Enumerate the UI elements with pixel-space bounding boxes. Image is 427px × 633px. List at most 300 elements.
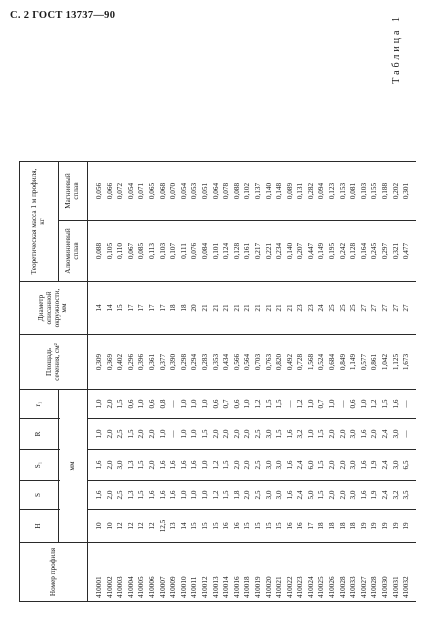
cell-r: 1,5 <box>316 419 327 450</box>
cell-s1: 3,0 <box>115 450 126 481</box>
cell-r: 2,0 <box>327 419 338 450</box>
cell-diameter: 25 <box>338 282 349 335</box>
header-s1: S₁ <box>20 450 59 481</box>
cell-r1: 1,0 <box>242 390 253 419</box>
table-row <box>306 162 317 602</box>
cell-s1: 3,0 <box>264 450 275 481</box>
table-row <box>327 162 338 602</box>
cell-r1: 0,7 <box>221 390 232 419</box>
cell-r1: 1,0 <box>306 390 317 419</box>
cell-h: 15 <box>274 510 285 543</box>
cell-r1: 1,0 <box>179 390 190 419</box>
cell-s1: 1,6 <box>88 450 105 481</box>
cell-r: 2,0 <box>147 419 158 450</box>
cell-diameter: 27 <box>401 282 416 335</box>
table-row <box>274 162 285 602</box>
cell-r1: — <box>285 390 296 419</box>
cell-mass-mg: 0,131 <box>295 162 306 221</box>
table-row <box>147 162 158 602</box>
cell-area: 0,524 <box>316 335 327 390</box>
cell-diameter: 27 <box>359 282 370 335</box>
cell-r1: 1,6 <box>391 390 402 419</box>
cell-s1: 2,0 <box>105 450 116 481</box>
page-header: С. 2 ГОСТ 13737—90 <box>10 10 116 21</box>
cell-mass-mg: 0,088 <box>232 162 243 221</box>
cell-r1: 0,7 <box>316 390 327 419</box>
cell-r: 1,6 <box>285 419 296 450</box>
cell-area: 0,296 <box>126 335 137 390</box>
cell-s1: 2,5 <box>253 450 264 481</box>
cell-number: 410012 <box>200 543 211 602</box>
table-row <box>179 162 190 602</box>
cell-diameter: 18 <box>168 282 179 335</box>
cell-diameter: 21 <box>253 282 264 335</box>
cell-r1: 1,5 <box>274 390 285 419</box>
cell-area: 0,566 <box>232 335 243 390</box>
cell-s1: 6,0 <box>306 450 317 481</box>
cell-s1: 1,5 <box>221 450 232 481</box>
cell-number: 410011 <box>189 543 200 602</box>
cell-mass-al: 0,103 <box>158 221 169 282</box>
cell-diameter: 21 <box>200 282 211 335</box>
header-r1: r₁ <box>20 390 59 419</box>
header-unit-mm: мм <box>59 390 88 543</box>
cell-mass-al: 0,234 <box>274 221 285 282</box>
cell-r1: 1,5 <box>380 390 391 419</box>
cell-mass-mg: 0,123 <box>327 162 338 221</box>
cell-h: 19 <box>369 510 380 543</box>
cell-area: 0,396 <box>136 335 147 390</box>
cell-r1: — <box>401 390 416 419</box>
cell-s: 1,5 <box>316 481 327 510</box>
cell-mass-al: 0,321 <box>391 221 402 282</box>
cell-mass-mg: 0,056 <box>88 162 105 221</box>
cell-number: 410020 <box>264 543 275 602</box>
profile-table <box>19 161 416 602</box>
cell-mass-mg: 0,202 <box>391 162 402 221</box>
cell-r: 2,0 <box>136 419 147 450</box>
cell-s: 3,0 <box>348 481 359 510</box>
cell-r: 1,0 <box>189 419 200 450</box>
cell-h: 17 <box>306 510 317 543</box>
table-row <box>285 162 296 602</box>
cell-area: 0,390 <box>168 335 179 390</box>
table-row <box>158 162 169 602</box>
cell-h: 15 <box>189 510 200 543</box>
cell-number: 410033 <box>348 543 359 602</box>
header-mass-mg: Магниевый сплав <box>59 162 88 221</box>
cell-mass-mg: 0,054 <box>179 162 190 221</box>
cell-s1: 1,6 <box>158 450 169 481</box>
cell-s: 3,0 <box>274 481 285 510</box>
table-row <box>126 162 137 602</box>
table-row <box>115 162 126 602</box>
cell-mass-mg: 0,188 <box>380 162 391 221</box>
cell-diameter: 17 <box>126 282 137 335</box>
cell-s: 1,5 <box>136 481 147 510</box>
cell-number: 410031 <box>391 543 402 602</box>
cell-number: 410027 <box>359 543 370 602</box>
cell-mass-al: 0,140 <box>285 221 296 282</box>
cell-r1: 2,0 <box>105 390 116 419</box>
cell-area: 0,703 <box>253 335 264 390</box>
cell-area: 0,820 <box>274 335 285 390</box>
cell-diameter: 27 <box>380 282 391 335</box>
cell-number: 410003 <box>115 543 126 602</box>
cell-s1: 2,0 <box>327 450 338 481</box>
cell-s1: 1,6 <box>359 450 370 481</box>
table-row <box>221 162 232 602</box>
cell-h: 13 <box>168 510 179 543</box>
cell-r1: 1,5 <box>264 390 275 419</box>
cell-r: 2,0 <box>232 419 243 450</box>
cell-mass-mg: 0,137 <box>253 162 264 221</box>
cell-r: 1,6 <box>359 419 370 450</box>
cell-r1: 1,0 <box>200 390 211 419</box>
cell-number: 410014 <box>221 543 232 602</box>
cell-diameter: 21 <box>274 282 285 335</box>
cell-mass-al: 0,217 <box>253 221 264 282</box>
cell-s: 1,0 <box>179 481 190 510</box>
cell-r1: 0,6 <box>211 390 222 419</box>
cell-area: 1,042 <box>380 335 391 390</box>
cell-s1: 1,5 <box>136 450 147 481</box>
cell-h: 19 <box>380 510 391 543</box>
header-mass-group: Теоретическая масса 1 м профиля, кг <box>20 162 59 282</box>
cell-h: 15 <box>264 510 275 543</box>
header-s: S <box>20 481 59 510</box>
cell-s1: 3,0 <box>348 450 359 481</box>
cell-s: 1,9 <box>369 481 380 510</box>
cell-mass-al: 0,195 <box>327 221 338 282</box>
header-diameter: Диаметр описанной окружности, мм <box>20 282 88 335</box>
cell-r: 1,0 <box>88 419 105 450</box>
cell-number: 410030 <box>380 543 391 602</box>
cell-mass-mg: 0,094 <box>316 162 327 221</box>
cell-h: 19 <box>359 510 370 543</box>
cell-number: 410028 <box>369 543 380 602</box>
cell-s: 2,0 <box>105 481 116 510</box>
cell-mass-al: 0,128 <box>232 221 243 282</box>
cell-mass-mg: 0,078 <box>221 162 232 221</box>
cell-mass-mg: 0,065 <box>147 162 158 221</box>
cell-h: 12,5 <box>158 510 169 543</box>
cell-s1: 3,0 <box>391 450 402 481</box>
cell-diameter: 21 <box>242 282 253 335</box>
cell-mass-mg: 0,071 <box>136 162 147 221</box>
table-row <box>295 162 306 602</box>
cell-diameter: 18 <box>179 282 190 335</box>
cell-mass-al: 0,111 <box>179 221 190 282</box>
cell-r: — <box>168 419 179 450</box>
cell-mass-al: 0,149 <box>316 221 327 282</box>
cell-r1: 1,0 <box>189 390 200 419</box>
cell-s: 1,6 <box>88 481 105 510</box>
cell-r1: 1,0 <box>327 390 338 419</box>
cell-h: 12 <box>115 510 126 543</box>
cell-s: 2,5 <box>253 481 264 510</box>
cell-number: 410024 <box>306 543 317 602</box>
cell-s: 1,5 <box>221 481 232 510</box>
cell-r1: 0,6 <box>147 390 158 419</box>
cell-number: 410005 <box>136 543 147 602</box>
cell-area: 0,361 <box>147 335 158 390</box>
cell-s: 2,5 <box>115 481 126 510</box>
cell-diameter: 21 <box>264 282 275 335</box>
cell-diameter: 21 <box>211 282 222 335</box>
table-row <box>380 162 391 602</box>
cell-mass-mg: 0,140 <box>264 162 275 221</box>
cell-mass-al: 0,088 <box>88 221 105 282</box>
cell-area: 0,492 <box>285 335 296 390</box>
cell-s: 1,6 <box>168 481 179 510</box>
cell-mass-al: 0,161 <box>242 221 253 282</box>
cell-h: 16 <box>232 510 243 543</box>
cell-mass-al: 0,242 <box>338 221 349 282</box>
cell-diameter: 27 <box>391 282 402 335</box>
cell-s1: 2,0 <box>338 450 349 481</box>
cell-mass-al: 0,085 <box>136 221 147 282</box>
cell-diameter: 21 <box>285 282 296 335</box>
cell-s1: 1,0 <box>200 450 211 481</box>
rotated-table-sheet <box>3 0 427 633</box>
cell-r: 1,5 <box>200 419 211 450</box>
cell-mass-al: 0,164 <box>359 221 370 282</box>
cell-mass-mg: 0,089 <box>285 162 296 221</box>
cell-mass-mg: 0,282 <box>306 162 317 221</box>
cell-number: 410026 <box>327 543 338 602</box>
cell-area: 1,125 <box>391 335 402 390</box>
cell-diameter: 24 <box>316 282 327 335</box>
cell-r: 3,0 <box>264 419 275 450</box>
table-row <box>232 162 243 602</box>
cell-mass-mg: 0,068 <box>158 162 169 221</box>
cell-r: 3,2 <box>295 419 306 450</box>
cell-area: 0,369 <box>105 335 116 390</box>
header-area: Площадь сечения, см² <box>20 335 88 390</box>
cell-r: 3,0 <box>348 419 359 450</box>
cell-number: 410004 <box>126 543 137 602</box>
cell-h: 19 <box>391 510 402 543</box>
cell-r: 2,0 <box>221 419 232 450</box>
cell-s1: 3,0 <box>274 450 285 481</box>
cell-r1: 1,2 <box>369 390 380 419</box>
table-row <box>369 162 380 602</box>
cell-h: 18 <box>316 510 327 543</box>
cell-diameter: 25 <box>327 282 338 335</box>
cell-r: 2,5 <box>253 419 264 450</box>
cell-number: 410006 <box>147 543 158 602</box>
cell-h: 18 <box>338 510 349 543</box>
cell-mass-al: 0,124 <box>221 221 232 282</box>
cell-h: 16 <box>221 510 232 543</box>
cell-h: 16 <box>285 510 296 543</box>
cell-h: 19 <box>401 510 416 543</box>
cell-r1: 0,6 <box>232 390 243 419</box>
table-row <box>105 162 116 602</box>
cell-s1: 1,6 <box>285 450 296 481</box>
cell-mass-mg: 0,081 <box>348 162 359 221</box>
cell-r1: 1,0 <box>359 390 370 419</box>
cell-r1: 0,6 <box>126 390 137 419</box>
cell-mass-mg: 0,051 <box>200 162 211 221</box>
header-h: H <box>20 510 59 543</box>
cell-r: 3,0 <box>391 419 402 450</box>
cell-r1: 0,6 <box>348 390 359 419</box>
cell-s1: 2,0 <box>242 450 253 481</box>
cell-mass-mg: 0,153 <box>338 162 349 221</box>
cell-r1: — <box>168 390 179 419</box>
cell-r: 1,5 <box>274 419 285 450</box>
cell-mass-mg: 0,064 <box>211 162 222 221</box>
cell-mass-mg: 0,301 <box>401 162 416 221</box>
cell-h: 15 <box>242 510 253 543</box>
cell-r: 2,0 <box>211 419 222 450</box>
cell-h: 15 <box>253 510 264 543</box>
header-mass-al: Алюминиевый сплав <box>59 221 88 282</box>
cell-diameter: 17 <box>147 282 158 335</box>
cell-h: 10 <box>105 510 116 543</box>
cell-s1: 2,0 <box>147 450 158 481</box>
cell-number: 410016 <box>232 543 243 602</box>
cell-number: 410022 <box>285 543 296 602</box>
table-row <box>338 162 349 602</box>
cell-mass-al: 0,113 <box>147 221 158 282</box>
cell-s1: 2,4 <box>380 450 391 481</box>
cell-mass-mg: 0,148 <box>274 162 285 221</box>
cell-r: 1,0 <box>306 419 317 450</box>
cell-area: 0,353 <box>211 335 222 390</box>
cell-number: 410013 <box>211 543 222 602</box>
cell-r1: 1,2 <box>253 390 264 419</box>
cell-s: 1,6 <box>147 481 158 510</box>
cell-number: 410019 <box>253 543 264 602</box>
table-row <box>359 162 370 602</box>
cell-s1: 1,3 <box>126 450 137 481</box>
cell-h: 12 <box>136 510 147 543</box>
cell-number: 410002 <box>105 543 116 602</box>
cell-r1: 1,5 <box>115 390 126 419</box>
header-number: Номер профиля <box>20 543 88 602</box>
cell-r: 2,5 <box>115 419 126 450</box>
cell-h: 14 <box>179 510 190 543</box>
cell-mass-al: 0,067 <box>126 221 137 282</box>
cell-mass-al: 0,107 <box>168 221 179 282</box>
cell-s: 2,4 <box>295 481 306 510</box>
cell-number: 410021 <box>274 543 285 602</box>
cell-area: 0,861 <box>369 335 380 390</box>
cell-s: 1,0 <box>200 481 211 510</box>
cell-s1: 1,6 <box>179 450 190 481</box>
cell-area: 0,298 <box>179 335 190 390</box>
cell-diameter: 15 <box>115 282 126 335</box>
cell-s: 3,5 <box>401 481 416 510</box>
cell-r: — <box>401 419 416 450</box>
cell-diameter: 25 <box>348 282 359 335</box>
table-row <box>253 162 264 602</box>
cell-area: 0,849 <box>338 335 349 390</box>
cell-mass-al: 0,110 <box>115 221 126 282</box>
cell-s: 5,0 <box>306 481 317 510</box>
cell-diameter: 14 <box>105 282 116 335</box>
cell-s: 3,0 <box>264 481 275 510</box>
table-row <box>391 162 402 602</box>
cell-s1: 6,5 <box>401 450 416 481</box>
cell-number: 410023 <box>295 543 306 602</box>
cell-r: 2,0 <box>369 419 380 450</box>
cell-diameter: 23 <box>306 282 317 335</box>
cell-mass-mg: 0,102 <box>242 162 253 221</box>
cell-mass-al: 0,084 <box>200 221 211 282</box>
table-row <box>316 162 327 602</box>
table-body <box>88 162 416 602</box>
cell-area: 1,149 <box>348 335 359 390</box>
cell-r: 2,0 <box>242 419 253 450</box>
cell-r1: — <box>338 390 349 419</box>
cell-area: 0,377 <box>158 335 169 390</box>
table-row <box>200 162 211 602</box>
cell-s1: 2,4 <box>295 450 306 481</box>
cell-h: 15 <box>200 510 211 543</box>
cell-number: 410007 <box>158 543 169 602</box>
cell-h: 12 <box>126 510 137 543</box>
cell-h: 15 <box>211 510 222 543</box>
cell-s: 2,0 <box>242 481 253 510</box>
cell-number: 410018 <box>242 543 253 602</box>
cell-h: 18 <box>327 510 338 543</box>
cell-s: 1,8 <box>232 481 243 510</box>
table-row <box>264 162 275 602</box>
cell-s: 2,4 <box>380 481 391 510</box>
cell-mass-al: 0,207 <box>295 221 306 282</box>
table-row <box>348 162 359 602</box>
cell-mass-mg: 0,070 <box>168 162 179 221</box>
table-caption: Таблица 1 <box>391 14 402 84</box>
cell-h: 12 <box>147 510 158 543</box>
header-r: R <box>20 419 59 450</box>
cell-s1: 1,9 <box>369 450 380 481</box>
cell-s1: 1,5 <box>316 450 327 481</box>
cell-r: 1,5 <box>126 419 137 450</box>
cell-number: 410025 <box>316 543 327 602</box>
cell-s1: 2,0 <box>232 450 243 481</box>
cell-mass-al: 0,245 <box>369 221 380 282</box>
cell-area: 0,763 <box>264 335 275 390</box>
table-row <box>401 162 416 602</box>
cell-mass-al: 0,076 <box>189 221 200 282</box>
cell-s: 2,0 <box>327 481 338 510</box>
cell-s: 1,6 <box>158 481 169 510</box>
cell-area: 0,283 <box>200 335 211 390</box>
table-row <box>211 162 222 602</box>
cell-area: 0,434 <box>221 335 232 390</box>
cell-r: 2,0 <box>105 419 116 450</box>
cell-s: 1,0 <box>189 481 200 510</box>
cell-mass-al: 0,447 <box>306 221 317 282</box>
cell-area: 0,402 <box>115 335 126 390</box>
cell-r: 1,0 <box>158 419 169 450</box>
cell-mass-al: 0,105 <box>105 221 116 282</box>
cell-s1: 1,6 <box>189 450 200 481</box>
cell-diameter: 20 <box>189 282 200 335</box>
cell-area: 1,673 <box>401 335 416 390</box>
cell-r1: 1,2 <box>295 390 306 419</box>
cell-h: 16 <box>295 510 306 543</box>
cell-h: 10 <box>88 510 105 543</box>
cell-area: 0,577 <box>359 335 370 390</box>
cell-diameter: 27 <box>369 282 380 335</box>
cell-mass-mg: 0,066 <box>105 162 116 221</box>
